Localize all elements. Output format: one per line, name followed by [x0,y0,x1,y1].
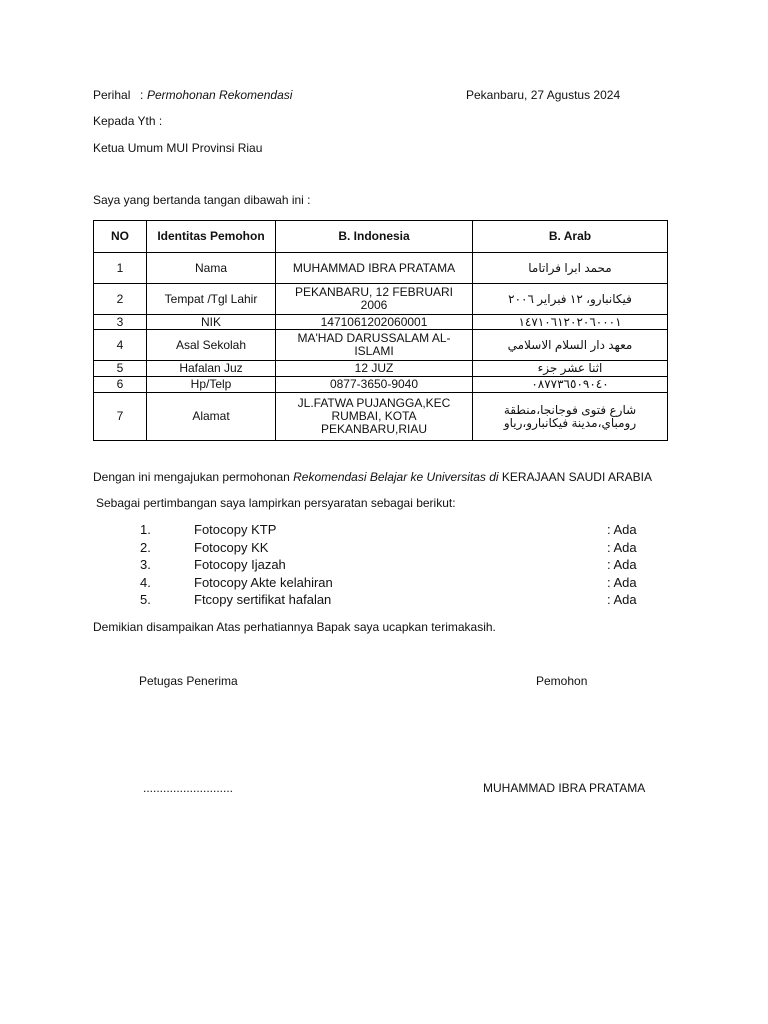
row-no: 3 [94,315,147,330]
attachments-list [140,522,660,610]
row-no: 7 [94,393,147,441]
item-status: : Ada [607,557,637,572]
table-row [94,361,668,377]
table-header-row [94,221,668,253]
item-status: : Ada [607,592,637,607]
row-field: Hp/Telp [147,377,276,393]
signature-right-title: Pemohon [536,674,588,688]
item-label: Fotocopy KK [194,539,269,555]
request-paragraph [93,470,652,484]
place-date: Pekanbaru, 27 Agustus 2024 [466,88,621,102]
row-field: Tempat /Tgl Lahir [147,284,276,315]
perihal-label: Perihal [93,88,131,102]
attachments-intro: Sebagai pertimbangan saya lampirkan persyaratan sebagai berikut: [96,496,456,510]
row-arab: ١٤٧١٠٦١٢٠٢٠٦٠٠٠١ [473,315,668,330]
header-no: NO [94,221,147,253]
signature-left-title: Petugas Penerima [139,674,238,688]
row-arab: ٠٨٧٧٣٦٥٠٩٠٤٠ [473,377,668,393]
item-number: 4. [140,574,151,590]
row-indonesia: 12 JUZ [276,361,473,377]
row-indonesia: 1471061202060001 [276,315,473,330]
item-label: Fotocopy Akte kelahiran [194,574,333,590]
closing-text: Demikian disampaikan Atas perhatiannya Bapak saya ucapkan terimakasih. [93,620,496,634]
perihal-colon: : [140,88,144,102]
table-row [94,377,668,393]
table-row [94,284,668,315]
row-no: 4 [94,330,147,361]
item-number: 3. [140,557,151,572]
header-arab: B. Arab [473,221,668,253]
header-identitas: Identitas Pemohon [147,221,276,253]
row-arab: شارع فتوى فوجانجا،منطقة رومباي،مدينة فيكانبارو،رياو [473,393,668,441]
table-row [94,393,668,441]
table-row [94,253,668,284]
list-item [140,540,660,558]
row-no: 6 [94,377,147,393]
list-item [140,575,660,593]
row-indonesia: 0877-3650-9040 [276,377,473,393]
row-field: Asal Sekolah [147,330,276,361]
row-no: 2 [94,284,147,315]
kepada-yth: Kepada Yth : [93,114,163,128]
item-number: 1. [140,522,151,537]
row-indonesia: MUHAMMAD IBRA PRATAMA [276,253,473,284]
row-indonesia: MA'HAD DARUSSALAM AL-ISLAMI [276,330,473,361]
item-status: : Ada [607,574,637,590]
item-number: 2. [140,539,151,555]
item-status: : Ada [607,539,637,555]
item-label: Fotocopy Ijazah [194,557,286,572]
row-field: Alamat [147,393,276,441]
row-field: Nama [147,253,276,284]
row-field: Hafalan Juz [147,361,276,377]
row-arab: اثنا عشر جزء [473,361,668,377]
item-label: Ftcopy sertifikat hafalan [194,592,332,607]
row-no: 1 [94,253,147,284]
recipient: Ketua Umum MUI Provinsi Riau [93,141,263,155]
row-indonesia: JL.FATWA PUJANGGA,KEC RUMBAI, KOTA PEKANBARU,RIAU [276,393,473,441]
row-arab: محمد ابرا فراتاما [473,253,668,284]
item-label: Fotocopy KTP [194,522,277,537]
request-italic: Rekomendasi Belajar ke Universitas di [293,470,499,484]
intro-text: Saya yang bertanda tangan dibawah ini : [93,193,311,207]
table-row [94,315,668,330]
row-no: 5 [94,361,147,377]
identity-table [93,220,668,441]
item-status: : Ada [607,522,637,537]
signature-right-name: MUHAMMAD IBRA PRATAMA [483,781,646,795]
item-number: 5. [140,592,151,607]
list-item [140,592,660,610]
row-field: NIK [147,315,276,330]
perihal-value: Permohonan Rekomendasi [147,88,293,102]
row-indonesia: PEKANBARU, 12 FEBRUARI 2006 [276,284,473,315]
request-suffix: KERAJAAN SAUDI ARABIA [498,470,652,484]
row-arab: فيكانبارو، ١٢ فبراير ٢٠٠٦ [473,284,668,315]
row-arab: معهد دار السلام الاسلامي [473,330,668,361]
table-row [94,330,668,361]
request-prefix: Dengan ini mengajukan permohonan [93,470,294,484]
list-item [140,522,660,540]
header-indonesia: B. Indonesia [276,221,473,253]
list-item [140,557,660,575]
signature-left-name: ........................... [143,781,234,795]
